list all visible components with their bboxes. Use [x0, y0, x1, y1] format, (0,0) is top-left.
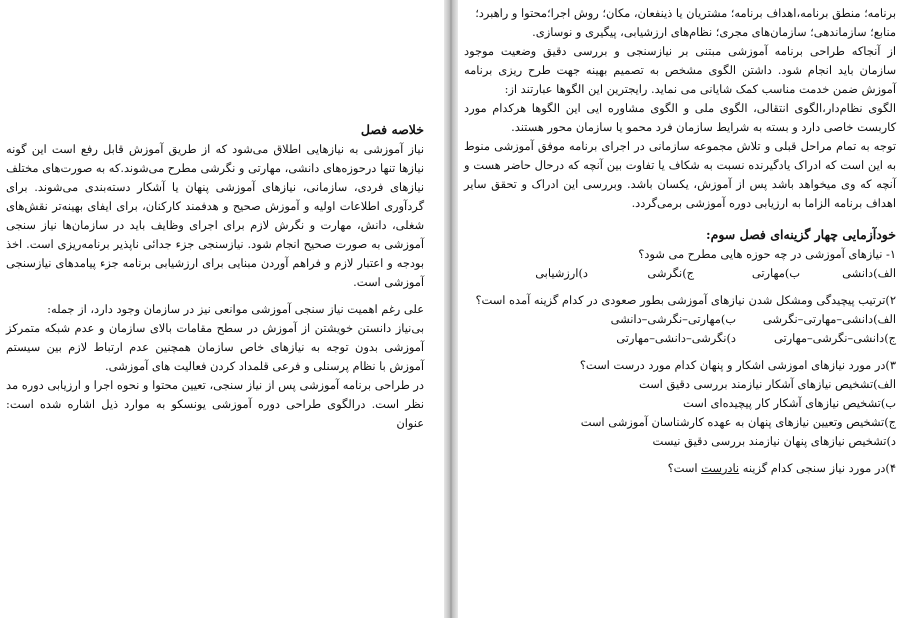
- question-4: [464, 459, 896, 478]
- intro-line-2: منابع؛ سازماندهی؛ سازمان‌های مجری؛ نظام‌های ارزشیابی، پیگیری و نوسازی.: [532, 25, 896, 39]
- question-2-options-row-2: [464, 329, 896, 348]
- q4-underlined-word: نادرست: [701, 461, 740, 475]
- summary-paragraph-1: نیاز آموزشی به نیازهایی اطلاق می‌شود که از طریق آموزش قابل رفع است این گونه نیازها تنها درحوزه‌های دانشی، مهارتی و نگرشی مطرح می‌شوند.که به صورت‌های مختلف نیازهای فردی، سازمانی، نیازهای آموزشی پنهان یا آشکار دسته‌بندی می‌شوند. برای گردآوری اطلاعات اولیه و آموزش صحیح و هدفمند کارکنان، برای ایفای بهینه‌تر نقش‌های شغلی، دانش، مهارت و نگرش لازم برای اجرای وظایف باید در سازمان‌ها نیاز سنجی آموزشی به صورت صحیح انجام شود. نیازسنجی جزء جدائی ناپذیر برنامه‌ریزی است. اخذ بودجه و اعتبار لازم و فراهم آوردن مبنایی برای ارزشیابی برنامه جزء پیامدهای نیازسنجی آموزشی است.: [6, 142, 424, 289]
- body-paragraph-4: توجه به تمام مراحل قبلی و تلاش مجموعه سازمانی در اجرای برنامه موفق آموزشی منوط به این است که ادراک یادگیرنده نسبت به شکاف یا تفاوت بین آنچه که درحال حاضر هست و آنچه که وی میخواهد باشد پس از آموزش، یکسان باشد. وبررسی این ادراک و تحقق سایر اهداف برنامه الزاما به ارزیابی دوره آموزشی برمی‌گردد.: [464, 139, 896, 210]
- book-gutter: [444, 0, 458, 618]
- q3-option-a: الف)تشخیص نیازهای آشکار نیازمند بررسی دقیق است: [638, 377, 896, 391]
- question-2-options-row-1: [464, 310, 896, 329]
- question-3: ۳)در مورد نیازهای اموزشی اشکار و پنهان کدام مورد درست است؟: [579, 358, 896, 372]
- q2-option-d: د)نگرشی–دانشی–مهارتی: [616, 331, 736, 345]
- q4-prefix: ۴)در مورد نیاز سنجی کدام گزینه: [742, 461, 896, 475]
- quiz-title: خودآزمایی چهار گزینه‌ای فصل سوم:: [705, 227, 896, 242]
- summary-heading: خلاصه فصل: [360, 122, 424, 137]
- q3-option-d: د)تشخیص نیازهای پنهان نیازمند بررسی دقیق نیست: [652, 434, 896, 448]
- q3-option-b: ب)تشخیص نیازهای آشکار کار پیچیده‌ای است: [682, 396, 896, 410]
- summary-paragraph-3: بی‌نیاز دانستن خویشتن از آموزش در سطح مقامات بالای سازمان و عدم شبکه متمرکز آموزشی بدون توجه به نیازهای خاص سازمان همچنین عدم ارتباط لازم بین سیستم آموزش با نظام پرسنلی و فرعی قلمداد کردن فعالیت های آموزشی.: [6, 321, 424, 373]
- q4-suffix: است؟: [667, 461, 698, 475]
- q1-option-a: الف)دانشی: [842, 266, 896, 280]
- q2-option-a: الف)دانشی–مهارتی–نگرشی: [762, 312, 896, 326]
- q1-option-d: د)ارزشیابی: [535, 266, 588, 280]
- summary-paragraph-2: علی رغم اهمیت نیاز سنجی آموزشی موانعی نیز در سازمان وجود دارد، از جمله:: [47, 302, 424, 316]
- question-1: ۱- نیازهای آموزشی در چه حوزه هایی مطرح می شود؟: [638, 247, 896, 261]
- body-paragraph-3: الگوی نظام‌دار،الگوی انتقالی، الگوی ملی و الگوی مشاوره ایی این الگوها هرکدام مورد کاربست خاصی دارد و بسته به شرایط سازمان فرد محمو یا سازمان محور هستند.: [464, 101, 896, 134]
- q2-option-b: ب)مهارتی–نگرشی–دانشی: [610, 312, 736, 326]
- q2-option-c: ج)دانشی–نگرشی–مهارتی: [773, 331, 896, 345]
- left-page: [0, 0, 444, 618]
- body-paragraph-2: از آنجاکه طراحی برنامه آموزشی مبتنی بر نیازسنجی و بررسی دقیق وضعیت موجود سازمان باید انجام شود. داشتن الگوی مشخص به تصمیم بهینه جهت طرح ریزی برنامه آموزش ضمن خدمت مناسب کمک شایانی می نماید. رایجترین این الگوها عبارتند از:: [464, 44, 896, 96]
- q3-option-c: ج)تشخیص وتعیین نیازهای پنهان به عهده کارشناسان آموزشی است: [580, 415, 896, 429]
- summary-paragraph-4: در طراحی برنامه آموزشی پس از نیاز سنجی، تعیین محتوا و نحوه اجرا و ارزیابی دوره مد نظر است. درالگوی طراحی دوره آموزشی یونسکو به موارد ذیل اشاره شده است: عنوان: [6, 378, 424, 430]
- right-page: [458, 0, 906, 618]
- q1-option-b: ب)مهارتی: [751, 266, 800, 280]
- question-2: ۲)ترتیب پیچیدگی ومشکل شدن نیازهای آموزشی بطور صعودی در کدام گزینه آمده است؟: [475, 293, 896, 307]
- intro-line-1: برنامه؛ منطق برنامه،اهداف برنامه؛ مشتریان یا ذینفعان، مکان؛ روش اجرا؛محتوا و راهبرد؛: [475, 6, 896, 20]
- q1-option-c: ج)نگرشی: [647, 266, 694, 280]
- question-1-options: [464, 264, 896, 283]
